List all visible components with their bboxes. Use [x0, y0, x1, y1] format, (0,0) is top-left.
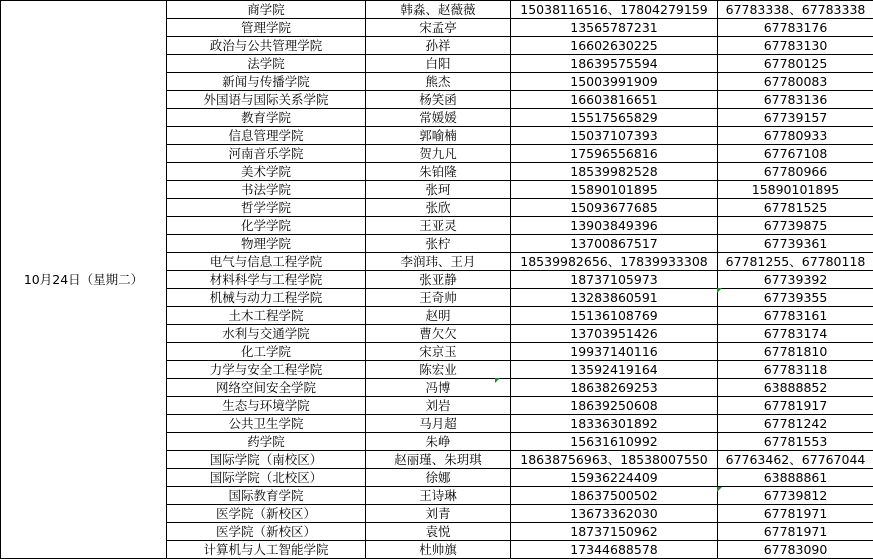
college-cell[interactable]: 管理学院: [167, 19, 366, 37]
office-cell[interactable]: 67739875: [718, 217, 873, 235]
office-cell[interactable]: 67739392: [718, 271, 873, 289]
mobile-cell[interactable]: 18336301892: [511, 415, 718, 433]
mobile-cell[interactable]: 19937140116: [511, 343, 718, 361]
mobile-cell[interactable]: 13703951426: [511, 325, 718, 343]
mobile-cell[interactable]: 16602630225: [511, 37, 718, 55]
college-cell[interactable]: 土木工程学院: [167, 307, 366, 325]
contact-cell[interactable]: 冯博: [366, 379, 511, 397]
college-cell[interactable]: 计算机与人工智能学院: [167, 541, 366, 559]
contact-cell[interactable]: 刘岩: [366, 397, 511, 415]
office-cell[interactable]: 67781917: [718, 397, 873, 415]
contact-cell[interactable]: 张亚静: [366, 271, 511, 289]
office-cell[interactable]: 67783338、67783338: [718, 1, 873, 19]
college-cell[interactable]: 公共卫生学院: [167, 415, 366, 433]
contact-cell[interactable]: 白阳: [366, 55, 511, 73]
contact-cell[interactable]: 张柠: [366, 235, 511, 253]
college-cell[interactable]: 医学院（新校区）: [167, 505, 366, 523]
contact-cell[interactable]: 杨笑函: [366, 91, 511, 109]
college-cell[interactable]: 哲学学院: [167, 199, 366, 217]
college-cell[interactable]: 国际学院（南校区）: [167, 451, 366, 469]
office-cell[interactable]: 63888861: [718, 469, 873, 487]
contact-cell[interactable]: 李润玮、王月: [366, 253, 511, 271]
contact-cell[interactable]: 张珂: [366, 181, 511, 199]
mobile-cell[interactable]: 18737150962: [511, 523, 718, 541]
office-cell[interactable]: 67780933: [718, 127, 873, 145]
college-cell[interactable]: 书法学院: [167, 181, 366, 199]
office-cell[interactable]: 67739812: [718, 487, 873, 505]
mobile-cell[interactable]: 15038116516、17804279159: [511, 1, 718, 19]
mobile-cell[interactable]: 13283860591: [511, 289, 718, 307]
office-cell[interactable]: 67767108: [718, 145, 873, 163]
contact-cell[interactable]: 徐娜: [366, 469, 511, 487]
college-cell[interactable]: 新闻与传播学院: [167, 73, 366, 91]
office-cell[interactable]: 67781810: [718, 343, 873, 361]
office-cell[interactable]: 63888852: [718, 379, 873, 397]
office-cell[interactable]: 67783090: [718, 541, 873, 559]
office-cell[interactable]: 67780083: [718, 73, 873, 91]
college-cell[interactable]: 力学与安全工程学院: [167, 361, 366, 379]
office-cell[interactable]: 67739157: [718, 109, 873, 127]
table-row: [1, 1, 873, 19]
cell-comment-marker: [495, 378, 500, 383]
mobile-cell[interactable]: 18639250608: [511, 397, 718, 415]
contact-cell[interactable]: 杜帅旗: [366, 541, 511, 559]
contact-cell[interactable]: 郭喻楠: [366, 127, 511, 145]
contact-cell[interactable]: 王奇帅: [366, 289, 511, 307]
college-cell[interactable]: 法学院: [167, 55, 366, 73]
college-cell[interactable]: 教育学院: [167, 109, 366, 127]
office-cell[interactable]: 67781971: [718, 505, 873, 523]
college-cell[interactable]: 电气与信息工程学院: [167, 253, 366, 271]
contact-cell[interactable]: 王亚灵: [366, 217, 511, 235]
office-cell[interactable]: 67783176: [718, 19, 873, 37]
college-cell[interactable]: 商学院: [167, 1, 366, 19]
mobile-cell[interactable]: 15517565829: [511, 109, 718, 127]
college-cell[interactable]: 药学院: [167, 433, 366, 451]
mobile-cell[interactable]: 18737105973: [511, 271, 718, 289]
contact-cell[interactable]: 马月超: [366, 415, 511, 433]
office-cell[interactable]: 67783161: [718, 307, 873, 325]
mobile-cell[interactable]: 18637500502: [511, 487, 718, 505]
contact-cell[interactable]: 常媛媛: [366, 109, 511, 127]
date-cell[interactable]: 10月24日（星期二）: [1, 1, 167, 559]
office-cell[interactable]: 67739361: [718, 235, 873, 253]
contact-cell[interactable]: 张欣: [366, 199, 511, 217]
office-cell[interactable]: 67763462、67767044: [718, 451, 873, 469]
mobile-cell[interactable]: 13700867517: [511, 235, 718, 253]
office-cell[interactable]: 67783130: [718, 37, 873, 55]
cell-comment-marker: [717, 288, 722, 293]
mobile-cell[interactable]: 15093677685: [511, 199, 718, 217]
mobile-cell[interactable]: 15136108769: [511, 307, 718, 325]
office-cell[interactable]: 67781971: [718, 523, 873, 541]
office-cell[interactable]: 67781255、67780118: [718, 253, 873, 271]
contact-cell[interactable]: 宋京玉: [366, 343, 511, 361]
mobile-cell[interactable]: 15936224409: [511, 469, 718, 487]
office-cell[interactable]: 67739355: [718, 289, 873, 307]
mobile-cell[interactable]: 17344688578: [511, 541, 718, 559]
college-cell[interactable]: 河南音乐学院: [167, 145, 366, 163]
contact-cell[interactable]: 刘青: [366, 505, 511, 523]
office-cell[interactable]: 67783118: [718, 361, 873, 379]
contact-cell[interactable]: 熊杰: [366, 73, 511, 91]
contact-cell[interactable]: 朱峥: [366, 433, 511, 451]
contact-cell[interactable]: 曹欠欠: [366, 325, 511, 343]
office-cell[interactable]: 15890101895: [718, 181, 873, 199]
contact-cell[interactable]: 宋孟亭: [366, 19, 511, 37]
contact-cell[interactable]: 袁悦: [366, 523, 511, 541]
college-cell[interactable]: 化工学院: [167, 343, 366, 361]
mobile-cell[interactable]: 13565787231: [511, 19, 718, 37]
mobile-cell[interactable]: 15890101895: [511, 181, 718, 199]
college-cell[interactable]: 外国语与国际关系学院: [167, 91, 366, 109]
mobile-cell[interactable]: 13592419164: [511, 361, 718, 379]
cell-comment-marker: [717, 487, 722, 492]
office-cell[interactable]: 67780125: [718, 55, 873, 73]
college-cell[interactable]: 水利与交通学院: [167, 325, 366, 343]
contact-cell[interactable]: 陈宏业: [366, 361, 511, 379]
office-cell[interactable]: 67781553: [718, 433, 873, 451]
office-cell[interactable]: 67781525: [718, 199, 873, 217]
mobile-cell[interactable]: 17596556816: [511, 145, 718, 163]
college-cell[interactable]: 国际教育学院: [167, 487, 366, 505]
college-cell[interactable]: 网络空间安全学院: [167, 379, 366, 397]
college-cell[interactable]: 美术学院: [167, 163, 366, 181]
office-cell[interactable]: 67783174: [718, 325, 873, 343]
table-body: [1, 1, 873, 559]
college-cell[interactable]: 物理学院: [167, 235, 366, 253]
college-cell[interactable]: 国际学院（北校区）: [167, 469, 366, 487]
mobile-cell[interactable]: 18638756963、18538007550: [511, 451, 718, 469]
mobile-cell[interactable]: 13903849396: [511, 217, 718, 235]
office-cell[interactable]: 67781242: [718, 415, 873, 433]
mobile-cell[interactable]: 15037107393: [511, 127, 718, 145]
college-cell[interactable]: 政治与公共管理学院: [167, 37, 366, 55]
college-cell[interactable]: 机械与动力工程学院: [167, 289, 366, 307]
contact-cell[interactable]: 孙祥: [366, 37, 511, 55]
college-cell[interactable]: 材料科学与工程学院: [167, 271, 366, 289]
college-cell[interactable]: 生态与环境学院: [167, 397, 366, 415]
college-cell[interactable]: 信息管理学院: [167, 127, 366, 145]
contact-cell[interactable]: 韩淼、赵薇薇: [366, 1, 511, 19]
mobile-cell[interactable]: 18638269253: [511, 379, 718, 397]
college-cell[interactable]: 医学院（新校区）: [167, 523, 366, 541]
mobile-cell[interactable]: 18539982656、17839933308: [511, 253, 718, 271]
mobile-cell[interactable]: 18539982528: [511, 163, 718, 181]
college-cell[interactable]: 化学学院: [167, 217, 366, 235]
office-cell[interactable]: 67783136: [718, 91, 873, 109]
contact-cell[interactable]: 贺九凡: [366, 145, 511, 163]
mobile-cell[interactable]: 18639575594: [511, 55, 718, 73]
mobile-cell[interactable]: 15003991909: [511, 73, 718, 91]
contact-cell[interactable]: 赵明: [366, 307, 511, 325]
contact-cell[interactable]: 王诗琳: [366, 487, 511, 505]
contact-cell[interactable]: 朱铂隆: [366, 163, 511, 181]
office-cell[interactable]: 67780966: [718, 163, 873, 181]
mobile-cell[interactable]: 16603816651: [511, 91, 718, 109]
mobile-cell[interactable]: 13673362030: [511, 505, 718, 523]
contact-cell[interactable]: 赵丽瑾、朱玥琪: [366, 451, 511, 469]
mobile-cell[interactable]: 15631610992: [511, 433, 718, 451]
